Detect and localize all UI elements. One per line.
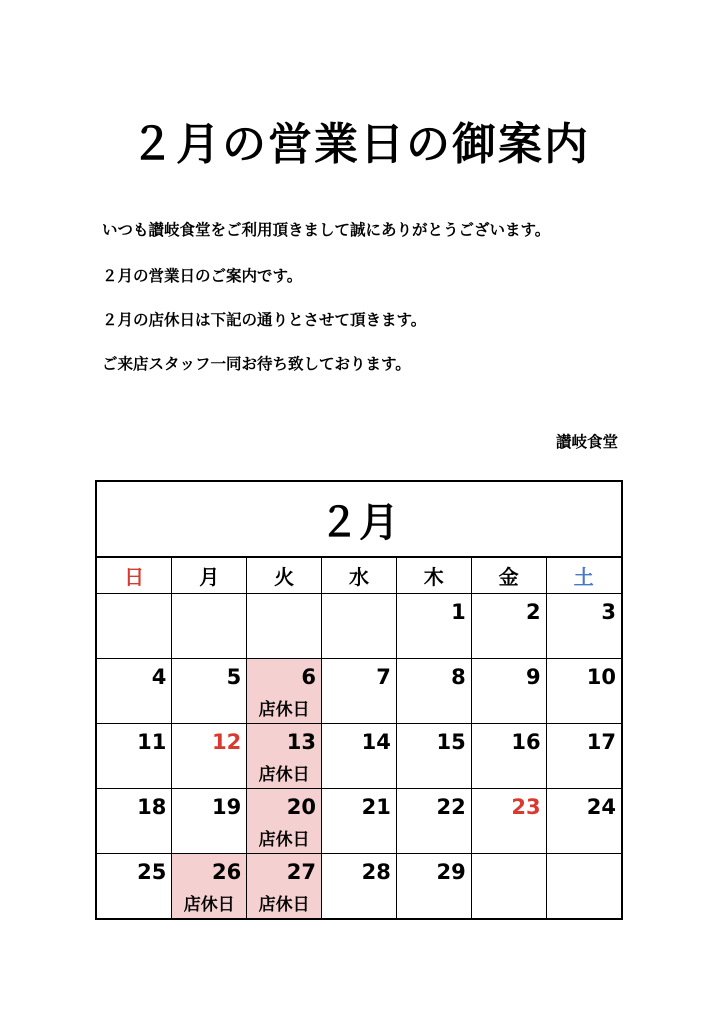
- calendar-day-number: 13: [286, 729, 317, 754]
- weekday-header-row: [97, 558, 621, 593]
- calendar: [95, 480, 623, 920]
- greeting-line-1: いつも讃岐食堂をご利用頂きまして誠にありがとうございます。: [102, 221, 551, 239]
- greeting-line-2: ２月の営業日のご案内です。: [102, 267, 303, 285]
- page-title: ２月の営業日の御案内: [130, 119, 590, 170]
- calendar-empty-cell: [172, 593, 247, 658]
- calendar-day-cell: [396, 853, 471, 918]
- calendar-day-number: 19: [211, 794, 242, 819]
- calendar-day-number: 4: [151, 664, 167, 689]
- calendar-day-number: 9: [525, 664, 541, 689]
- closed-day-label: 店休日: [258, 829, 310, 850]
- calendar-day-number: 24: [586, 794, 616, 819]
- calendar-empty-cell: [471, 853, 546, 918]
- calendar-day-cell: [247, 723, 322, 788]
- closed-day-label: 店休日: [258, 699, 310, 720]
- calendar-day-cell: [396, 788, 471, 853]
- calendar-day-cell: [97, 853, 172, 918]
- calendar-day-number: 14: [361, 729, 391, 754]
- calendar-grid: [97, 558, 621, 918]
- calendar-day-cell: [247, 658, 322, 723]
- calendar-day-cell: [471, 658, 546, 723]
- calendar-day-cell: [396, 658, 471, 723]
- calendar-day-cell: [546, 658, 621, 723]
- greeting-line-4: ご来店スタッフ一同お待ち致しております。: [102, 355, 411, 373]
- calendar-day-number: 3: [601, 599, 616, 624]
- calendar-day-number: 5: [226, 664, 242, 689]
- calendar-day-cell: [97, 788, 172, 853]
- calendar-week-row: [97, 723, 621, 788]
- calendar-day-cell: [471, 723, 546, 788]
- calendar-day-number: 8: [451, 664, 466, 689]
- calendar-day-number: 25: [137, 859, 167, 884]
- calendar-day-cell: [97, 723, 172, 788]
- weekday-tue: 火: [247, 558, 322, 593]
- calendar-day-number: 7: [376, 664, 391, 689]
- weekday-fri: 金: [471, 558, 546, 593]
- calendar-day-cell: [97, 658, 172, 723]
- calendar-day-cell: [172, 658, 247, 723]
- calendar-day-number: 11: [137, 729, 167, 754]
- closed-day-label: 店休日: [258, 895, 310, 915]
- calendar-day-number: 27: [286, 859, 317, 884]
- calendar-empty-cell: [247, 593, 322, 658]
- calendar-day-number: 15: [436, 729, 466, 754]
- calendar-day-number: 26: [211, 859, 242, 884]
- calendar-day-number: 2: [525, 599, 541, 624]
- calendar-day-number: 1: [451, 599, 466, 624]
- closed-day-label: 店休日: [183, 895, 235, 915]
- greeting-line-3: ２月の店休日は下記の通りとさせて頂きます。: [102, 311, 427, 329]
- calendar-day-cell: [322, 788, 397, 853]
- calendar-day-cell: [172, 723, 247, 788]
- calendar-week-row: [97, 593, 621, 658]
- calendar-empty-cell: [97, 593, 172, 658]
- closed-day-label: 店休日: [258, 764, 310, 785]
- calendar-day-cell: [247, 788, 322, 853]
- weekday-mon: 月: [172, 558, 247, 593]
- calendar-day-cell: [322, 853, 397, 918]
- calendar-day-cell: [172, 853, 247, 918]
- calendar-day-cell: [396, 593, 471, 658]
- calendar-day-cell: [172, 788, 247, 853]
- calendar-day-number: 21: [361, 794, 391, 819]
- calendar-day-number: 23: [511, 794, 541, 819]
- calendar-empty-cell: [546, 853, 621, 918]
- calendar-day-number: 6: [301, 664, 317, 689]
- calendar-day-cell: [546, 593, 621, 658]
- calendar-day-number: 18: [137, 794, 167, 819]
- calendar-day-number: 29: [436, 859, 466, 884]
- calendar-day-cell: [322, 658, 397, 723]
- calendar-day-cell: [546, 723, 621, 788]
- calendar-week-row: [97, 658, 621, 723]
- calendar-day-number: 12: [211, 729, 242, 754]
- calendar-day-cell: [471, 788, 546, 853]
- calendar-empty-cell: [322, 593, 397, 658]
- weekday-sat: 土: [546, 558, 621, 593]
- weekday-thu: 木: [396, 558, 471, 593]
- signature: 讃岐食堂: [555, 433, 618, 451]
- calendar-week-row: [97, 853, 621, 918]
- calendar-day-cell: [546, 788, 621, 853]
- calendar-day-cell: [322, 723, 397, 788]
- calendar-day-cell: [471, 593, 546, 658]
- calendar-day-number: 22: [436, 794, 466, 819]
- weekday-wed: 水: [322, 558, 397, 593]
- calendar-day-number: 10: [586, 664, 616, 689]
- calendar-month-label: ２月: [97, 482, 621, 558]
- calendar-day-cell: [247, 853, 322, 918]
- calendar-day-number: 17: [586, 729, 616, 754]
- calendar-day-cell: [396, 723, 471, 788]
- calendar-day-number: 28: [361, 859, 391, 884]
- calendar-day-number: 20: [286, 794, 317, 819]
- calendar-week-row: [97, 788, 621, 853]
- calendar-day-number: 16: [511, 729, 541, 754]
- weekday-sun: 日: [97, 558, 172, 593]
